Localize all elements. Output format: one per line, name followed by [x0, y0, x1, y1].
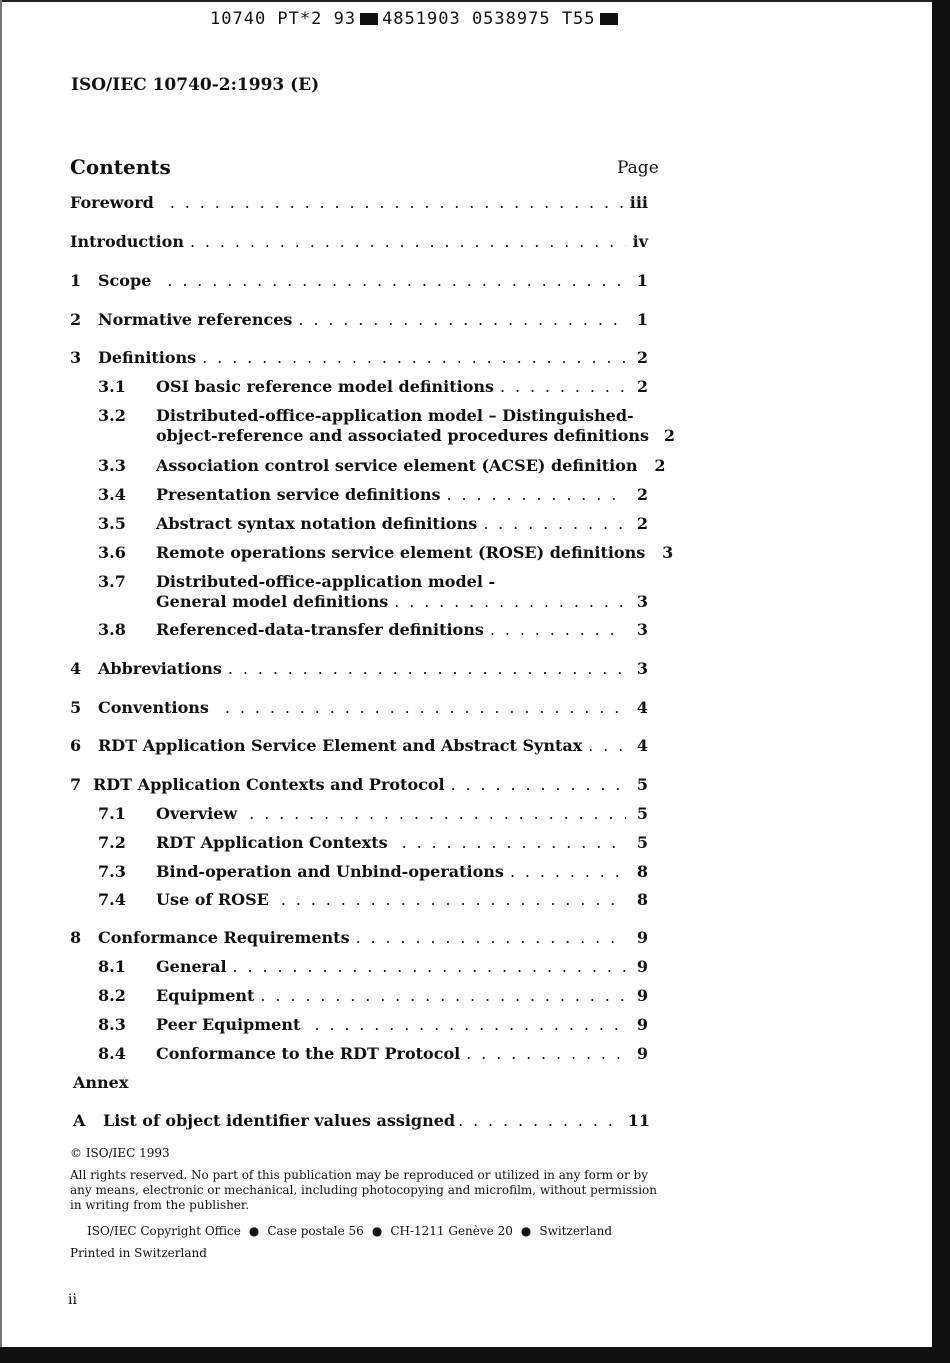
bullet-icon: ●: [248, 1224, 260, 1238]
toc-entry-7-2[interactable]: [70, 833, 650, 855]
toc-entry-3[interactable]: [70, 348, 650, 370]
toc-number: 4: [70, 659, 82, 678]
toc-title: RDT Application Service Element and Abstract Syntax: [98, 736, 583, 755]
toc-entry-3-4[interactable]: [70, 485, 650, 507]
toc-title: Remote operations service element (ROSE) definitions: [156, 543, 646, 562]
toc-title: Normative references: [98, 310, 293, 329]
dot-leader: [447, 485, 626, 504]
copyright-line: © ISO/IEC 1993: [70, 1146, 170, 1160]
toc-page: 8: [636, 862, 648, 881]
dot-leader: [190, 232, 626, 251]
dot-leader: [483, 514, 626, 533]
dot-leader: [588, 736, 626, 755]
toc-page: 11: [627, 1111, 650, 1130]
dot-leader: [167, 271, 626, 290]
dot-leader: [233, 957, 626, 976]
toc-page: 5: [636, 775, 648, 794]
toc-number: 7: [70, 775, 82, 794]
dot-leader: [356, 928, 626, 947]
dot-leader: [249, 804, 626, 823]
scan-border-right: [932, 0, 950, 1363]
toc-entry-8-3[interactable]: [70, 1015, 650, 1037]
toc-number: 8: [70, 928, 82, 947]
toc-number: 8.1: [98, 957, 126, 976]
toc-page: 4: [636, 736, 648, 755]
toc-page: 2: [636, 348, 648, 367]
toc-title: General: [156, 957, 227, 976]
toc-page: 9: [636, 986, 648, 1005]
toc-title: Overview: [156, 804, 238, 823]
toc-entry-introduction[interactable]: [70, 232, 650, 254]
toc-number: 2: [70, 310, 82, 329]
toc-page: 5: [636, 804, 648, 823]
toc-page: 3: [662, 543, 674, 562]
toc-entry-8-2[interactable]: [70, 986, 650, 1008]
toc-entry-6[interactable]: [70, 736, 650, 758]
toc-number: 7.3: [98, 862, 126, 881]
toc-entry-3-1[interactable]: [70, 377, 650, 399]
rights-notice: All rights reserved. No part of this publication may be reproduced or utilized in any form or by any means, electronic or mechanical, including photocopying and microfilm, without permission in writing from the publisher.: [70, 1168, 658, 1212]
toc-title: List of object identifier values assigned: [103, 1111, 456, 1130]
toc-page: 3: [636, 620, 648, 639]
toc-page: 4: [636, 698, 648, 717]
dot-leader: [500, 377, 626, 396]
toc-number: 7.2: [98, 833, 126, 852]
toc-title: RDT Application Contexts: [156, 833, 388, 852]
toc-entry-3-5[interactable]: [70, 514, 650, 536]
toc-number: 3.6: [98, 543, 126, 562]
toc-page: iv: [632, 232, 648, 251]
dot-leader: [260, 986, 626, 1005]
scan-border-bottom: [0, 1347, 950, 1363]
dot-leader: [228, 659, 626, 678]
toc-page: 2: [636, 514, 648, 533]
printed-in: Printed in Switzerland: [70, 1246, 207, 1260]
toc-page: 9: [636, 1044, 648, 1063]
toc-number: 1: [70, 271, 82, 290]
toc-page: 2: [663, 426, 676, 445]
toc-number: 3: [70, 348, 82, 367]
toc-title: Peer Equipment: [156, 1015, 301, 1034]
toc-title: Use of ROSE: [156, 890, 269, 909]
toc-entry-1[interactable]: [70, 271, 650, 293]
dot-leader: [466, 1044, 626, 1063]
publisher-address: [87, 1224, 612, 1238]
dot-leader: [490, 620, 626, 639]
toc-number: 8.2: [98, 986, 126, 1005]
toc-title-line2: General model definitions: [156, 592, 389, 611]
page-column-heading: Page: [617, 158, 659, 178]
dot-leader: [202, 348, 626, 367]
dot-leader: [451, 775, 626, 794]
page-number: ii: [68, 1292, 77, 1308]
dot-leader: [402, 833, 626, 852]
toc-entry-8-4[interactable]: [70, 1044, 650, 1066]
toc-entry-8[interactable]: [70, 928, 650, 950]
toc-number: 7.1: [98, 804, 126, 823]
toc-page: 9: [636, 928, 648, 947]
toc-entry-2[interactable]: [70, 310, 650, 332]
toc-title: Introduction: [70, 232, 184, 251]
toc-entry-3-3[interactable]: [70, 456, 666, 478]
toc-title: Abstract syntax notation definitions: [156, 514, 478, 533]
toc-number: 3.5: [98, 514, 126, 533]
toc-entry-3-6[interactable]: [70, 543, 674, 565]
dot-leader: [298, 310, 626, 329]
toc-title-line1: Distributed-office-application model -: [156, 572, 496, 591]
toc-number: 3.1: [98, 377, 126, 396]
toc-entry-foreword[interactable]: [70, 193, 650, 215]
toc-page: 1: [636, 271, 648, 290]
toc-title: Conventions: [98, 698, 209, 717]
toc-page: 2: [636, 485, 648, 504]
office-city: CH-1211 Genève 20: [390, 1224, 513, 1238]
contents-heading: Contents: [70, 155, 171, 179]
header-barcode-text: [210, 9, 622, 29]
toc-title: Equipment: [156, 986, 255, 1005]
toc-number: 3.3: [98, 456, 126, 475]
toc-title: Presentation service definitions: [156, 485, 441, 504]
annex-heading: Annex: [73, 1073, 129, 1092]
dot-leader: [394, 592, 626, 611]
toc-number: 3.2: [98, 406, 126, 425]
toc-page: 3: [636, 659, 648, 678]
toc-entry-4[interactable]: [70, 659, 650, 681]
toc-page: 9: [636, 957, 648, 976]
black-block-mark: [600, 13, 618, 25]
toc-title: Bind-operation and Unbind-operations: [156, 862, 504, 881]
dot-leader: [225, 698, 626, 717]
toc-page: 1: [636, 310, 648, 329]
scan-border-left: [0, 0, 2, 1363]
dot-leader: [314, 1015, 626, 1034]
dot-leader: [281, 890, 626, 909]
office-name: ISO/IEC Copyright Office: [87, 1224, 241, 1238]
toc-title: Referenced-data-transfer definitions: [156, 620, 484, 639]
toc-page: 3: [636, 592, 648, 611]
toc-title-line2: object-reference and associated procedures definitions: [156, 426, 650, 445]
toc-page: 2: [654, 456, 666, 475]
toc-entry-7[interactable]: [70, 775, 650, 797]
toc-page: iii: [629, 193, 648, 212]
toc-title: Definitions: [98, 348, 197, 367]
header-code-part1: 10740 PT*2 93: [210, 9, 357, 29]
toc-entry-8-1[interactable]: [70, 957, 650, 979]
scan-border-top: [0, 0, 950, 2]
toc-number: 3.8: [98, 620, 126, 639]
toc-number: 6: [70, 736, 82, 755]
toc-title-line1: Distributed-office-application model – Distinguished-: [156, 406, 634, 425]
toc-page: 5: [636, 833, 648, 852]
toc-entry-3-2[interactable]: [70, 406, 676, 448]
toc-entry-5[interactable]: [70, 698, 650, 720]
toc-number: 8.3: [98, 1015, 126, 1034]
toc-entry-3-8[interactable]: [70, 620, 650, 642]
toc-title: Conformance Requirements: [98, 928, 350, 947]
toc-entry-7-4[interactable]: [70, 890, 650, 912]
dot-leader: [510, 862, 626, 881]
dot-leader: [170, 193, 624, 212]
toc-title: Foreword: [70, 193, 154, 212]
toc-number: A: [73, 1111, 86, 1130]
toc-entry-7-1[interactable]: [70, 804, 650, 826]
toc-title: Association control service element (ACSE) definition: [156, 456, 638, 475]
document-id: ISO/IEC 10740-2:1993 (E): [71, 75, 320, 95]
toc-title: Abbreviations: [98, 659, 222, 678]
toc-page: 8: [636, 890, 648, 909]
toc-title: Scope: [98, 271, 152, 290]
toc-title: RDT Application Contexts and Protocol: [93, 775, 445, 794]
toc-entry-annex-a[interactable]: [70, 1111, 650, 1133]
bullet-icon: ●: [520, 1224, 532, 1238]
toc-entry-3-7[interactable]: [70, 572, 650, 614]
toc-number: 3.4: [98, 485, 126, 504]
toc-title: Conformance to the RDT Protocol: [156, 1044, 461, 1063]
toc-entry-7-3[interactable]: [70, 862, 650, 884]
toc-title: OSI basic reference model definitions: [156, 377, 495, 396]
toc-number: 8.4: [98, 1044, 126, 1063]
dot-leader: [458, 1111, 612, 1130]
header-code-part2: 4851903 0538975 T55: [382, 9, 596, 29]
bullet-icon: ●: [371, 1224, 383, 1238]
toc-number: 5: [70, 698, 82, 717]
office-country: Switzerland: [539, 1224, 613, 1238]
black-block-mark: [360, 13, 378, 25]
office-postal: Case postale 56: [267, 1224, 364, 1238]
toc-page: 9: [636, 1015, 648, 1034]
toc-page: 2: [636, 377, 648, 396]
toc-number: 7.4: [98, 890, 126, 909]
toc-number: 3.7: [98, 572, 126, 591]
